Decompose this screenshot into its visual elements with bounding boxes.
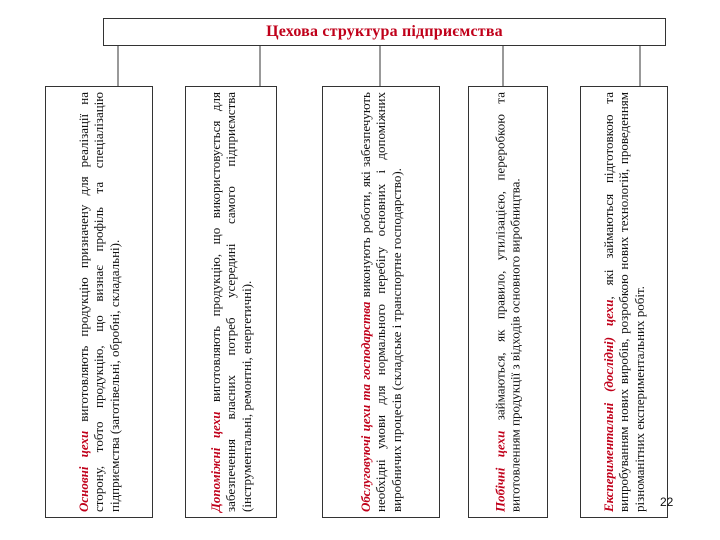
card-side-shops-text xyxy=(493,92,524,512)
card-auxiliary-shops xyxy=(185,86,277,518)
card-body: виготовляють продукцію призначену для реалізації на сторону, тобто продукцію, що визнає профіль та спеціалізацію підприємства (заготівельні, обробні, складальні). xyxy=(75,92,122,512)
card-lead: Обслуговуючі цехи та господарства xyxy=(357,301,373,512)
card-body: виконують роботи, які забезпечують необхідні умови для нормального перебігу основних і допоміжних виробничих процесів (складське і транспортне господарство). xyxy=(357,92,404,512)
card-main-shops-text xyxy=(76,92,122,512)
card-auxiliary-shops-text xyxy=(208,92,254,512)
card-body: , які займаються підготовкою та випробуванням нових виробів, розробкою нових технологій, проведенням різноманітних експериментальних робіт. xyxy=(600,92,647,512)
card-body: займаються, як правило, утилізацією, переробкою та виготовленням продукції з відходів основного виробництва. xyxy=(492,92,523,512)
card-service-shops xyxy=(322,86,440,518)
card-lead: Основні цехи xyxy=(75,430,91,512)
card-experimental-shops xyxy=(580,86,668,518)
card-body: виготовляють продукцію, що використовується для забезпечення власних потреб усередині самого підприємства (інструментальні, ремонтні, енергетичні). xyxy=(207,92,254,512)
diagram-title: Цехова структура підприємства xyxy=(266,23,503,40)
card-lead: Експериментальні (дослідні) цехи xyxy=(600,299,616,512)
card-lead: Допоміжні цехи xyxy=(207,411,223,512)
card-service-shops-text xyxy=(358,92,404,512)
page-number: 22 xyxy=(660,495,674,509)
card-lead: Побічні цехи xyxy=(492,430,508,512)
card-side-shops xyxy=(468,86,548,518)
card-main-shops xyxy=(45,86,153,518)
card-experimental-shops-text xyxy=(601,92,647,512)
